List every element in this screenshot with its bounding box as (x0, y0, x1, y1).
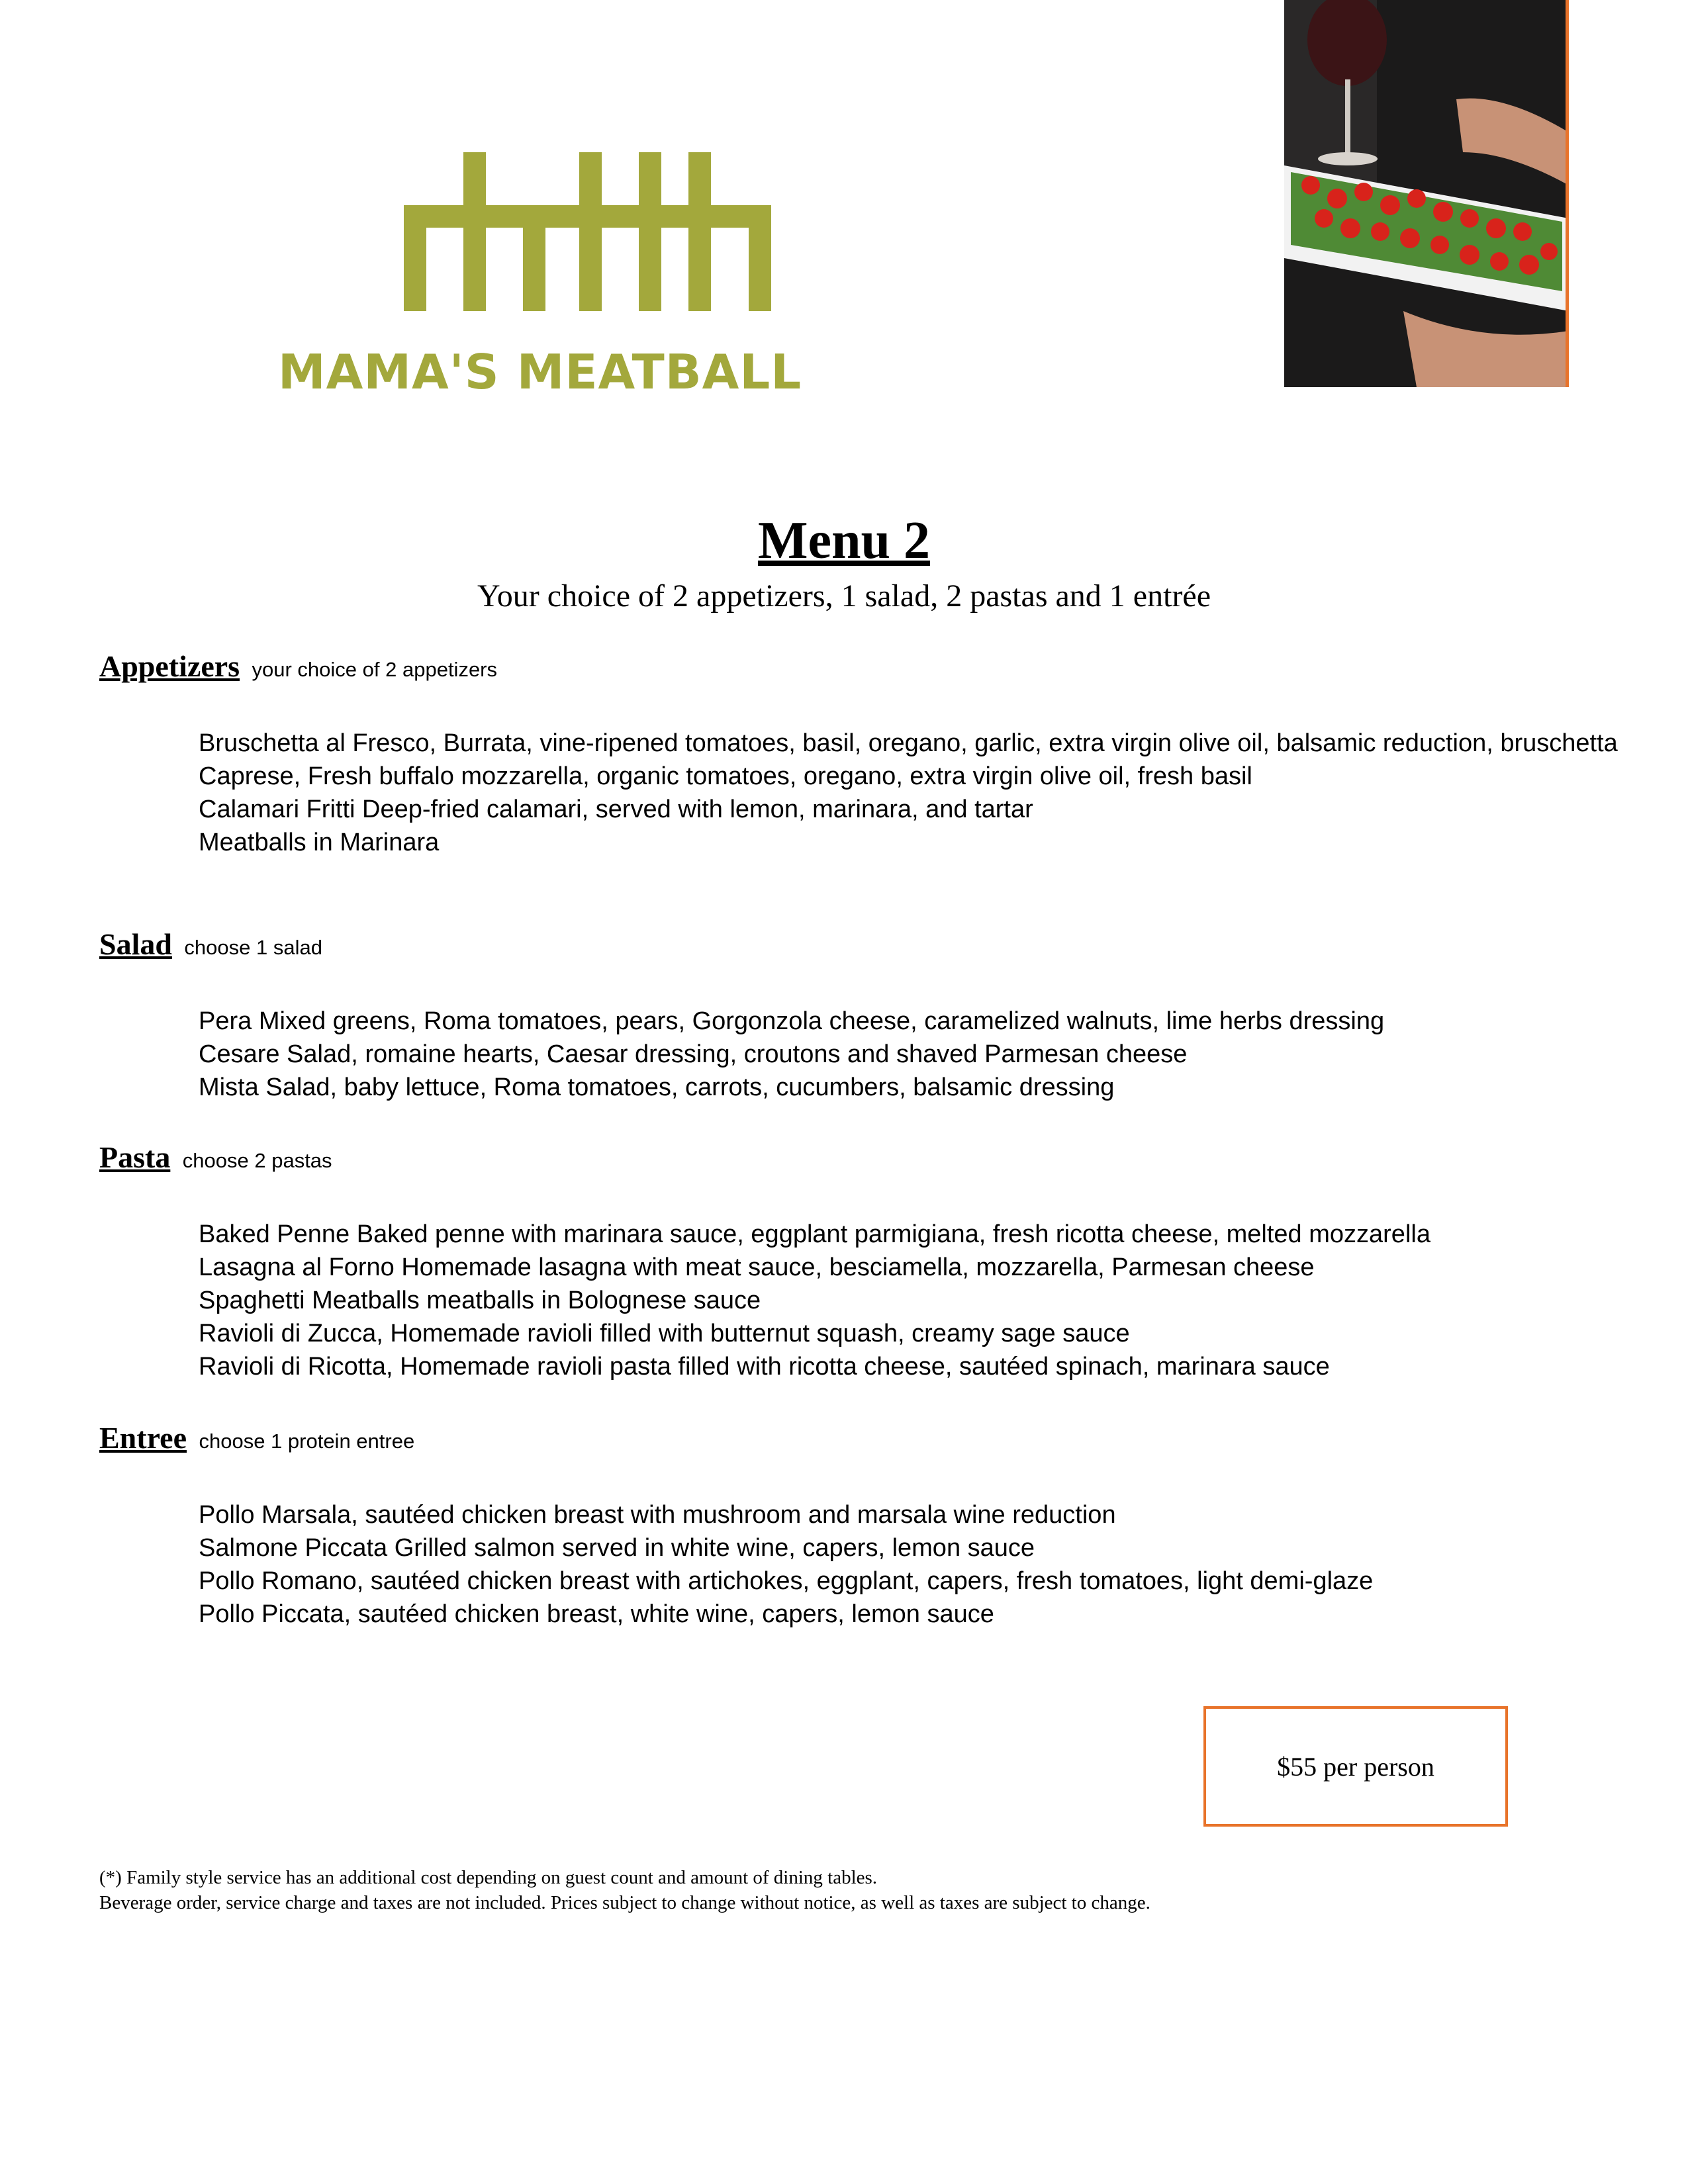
list-item: Spaghetti Meatballs meatballs in Bolognese sauce (199, 1287, 761, 1314)
list-item: Caprese, Fresh buffalo mozzarella, organic tomatoes, oregano, extra virgin olive oil, fresh basil (199, 762, 1252, 790)
list-item: Lasagna al Forno Homemade lasagna with meat sauce, besciamella, mozzarella, Parmesan cheese (199, 1253, 1315, 1281)
list-item: Salmone Piccata Grilled salmon served in white wine, capers, lemon sauce (199, 1534, 1035, 1562)
entree-list (199, 1498, 1628, 1631)
list-item: Meatballs in Marinara (199, 829, 440, 856)
list-item: Pollo Marsala, sautéed chicken breast with mushroom and marsala wine reduction (199, 1501, 1116, 1529)
entree-heading (99, 1420, 414, 1455)
list-item: Pera Mixed greens, Roma tomatoes, pears, Gorgonzola cheese, caramelized walnuts, lime herbs dressing (199, 1007, 1385, 1035)
appetizers-title: Appetizers (99, 649, 240, 683)
salad-list (199, 1005, 1628, 1104)
list-item: Calamari Fritti Deep-fried calamari, served with lemon, marinara, and tartar (199, 796, 1033, 823)
salad-heading (99, 927, 322, 962)
appetizers-note: your choice of 2 appetizers (252, 658, 498, 681)
list-item: Bruschetta al Fresco, Burrata, vine-ripened tomatoes, basil, oregano, garlic, extra virgin olive oil, balsamic reduction, bruschetta (199, 729, 1618, 757)
entree-title: Entree (99, 1421, 187, 1455)
pasta-title: Pasta (99, 1140, 171, 1174)
brand-name: MAMA'S MEATBALL (278, 344, 802, 400)
food-photo (1284, 0, 1569, 387)
pasta-heading (99, 1140, 332, 1175)
list-item: Pollo Piccata, sautéed chicken breast, white wine, capers, lemon sauce (199, 1600, 994, 1628)
footnote-family-style: (*) Family style service has an additional cost depending on guest count and amount of dining tables. (99, 1867, 878, 1888)
pasta-list (199, 1218, 1628, 1383)
salad-title: Salad (99, 927, 172, 961)
price-box (1203, 1706, 1508, 1827)
salad-note: choose 1 salad (184, 936, 322, 959)
pasta-note: choose 2 pastas (182, 1149, 332, 1172)
list-item: Baked Penne Baked penne with marinara sauce, eggplant parmigiana, fresh ricotta cheese, melted mozzarella (199, 1220, 1430, 1248)
list-item: Cesare Salad, romaine hearts, Caesar dressing, croutons and shaved Parmesan cheese (199, 1040, 1188, 1068)
list-item: Mista Salad, baby lettuce, Roma tomatoes, carrots, cucumbers, balsamic dressing (199, 1073, 1115, 1101)
footnotes (99, 1865, 1622, 1915)
page-subtitle: Your choice of 2 appetizers, 1 salad, 2 pastas and 1 entrée (477, 578, 1211, 614)
footnote-taxes: Beverage order, service charge and taxes are not included. Prices subject to change without notice, as well as taxes are subject to change. (99, 1892, 1150, 1913)
appetizers-list (199, 727, 1628, 859)
brand-logo (278, 152, 802, 400)
menu-header (0, 510, 1688, 616)
logo-mark-icon (278, 152, 794, 331)
list-item: Ravioli di Zucca, Homemade ravioli filled with butternut squash, creamy sage sauce (199, 1320, 1130, 1347)
list-item: Ravioli di Ricotta, Homemade ravioli pasta filled with ricotta cheese, sautéed spinach, marinara sauce (199, 1353, 1330, 1381)
appetizers-heading (99, 649, 497, 684)
page-title: Menu 2 (758, 512, 930, 570)
entree-note: choose 1 protein entree (199, 1430, 415, 1453)
list-item: Pollo Romano, sautéed chicken breast with artichokes, eggplant, capers, fresh tomatoes, light demi-glaze (199, 1567, 1374, 1595)
price-label: $55 per person (1277, 1751, 1434, 1782)
